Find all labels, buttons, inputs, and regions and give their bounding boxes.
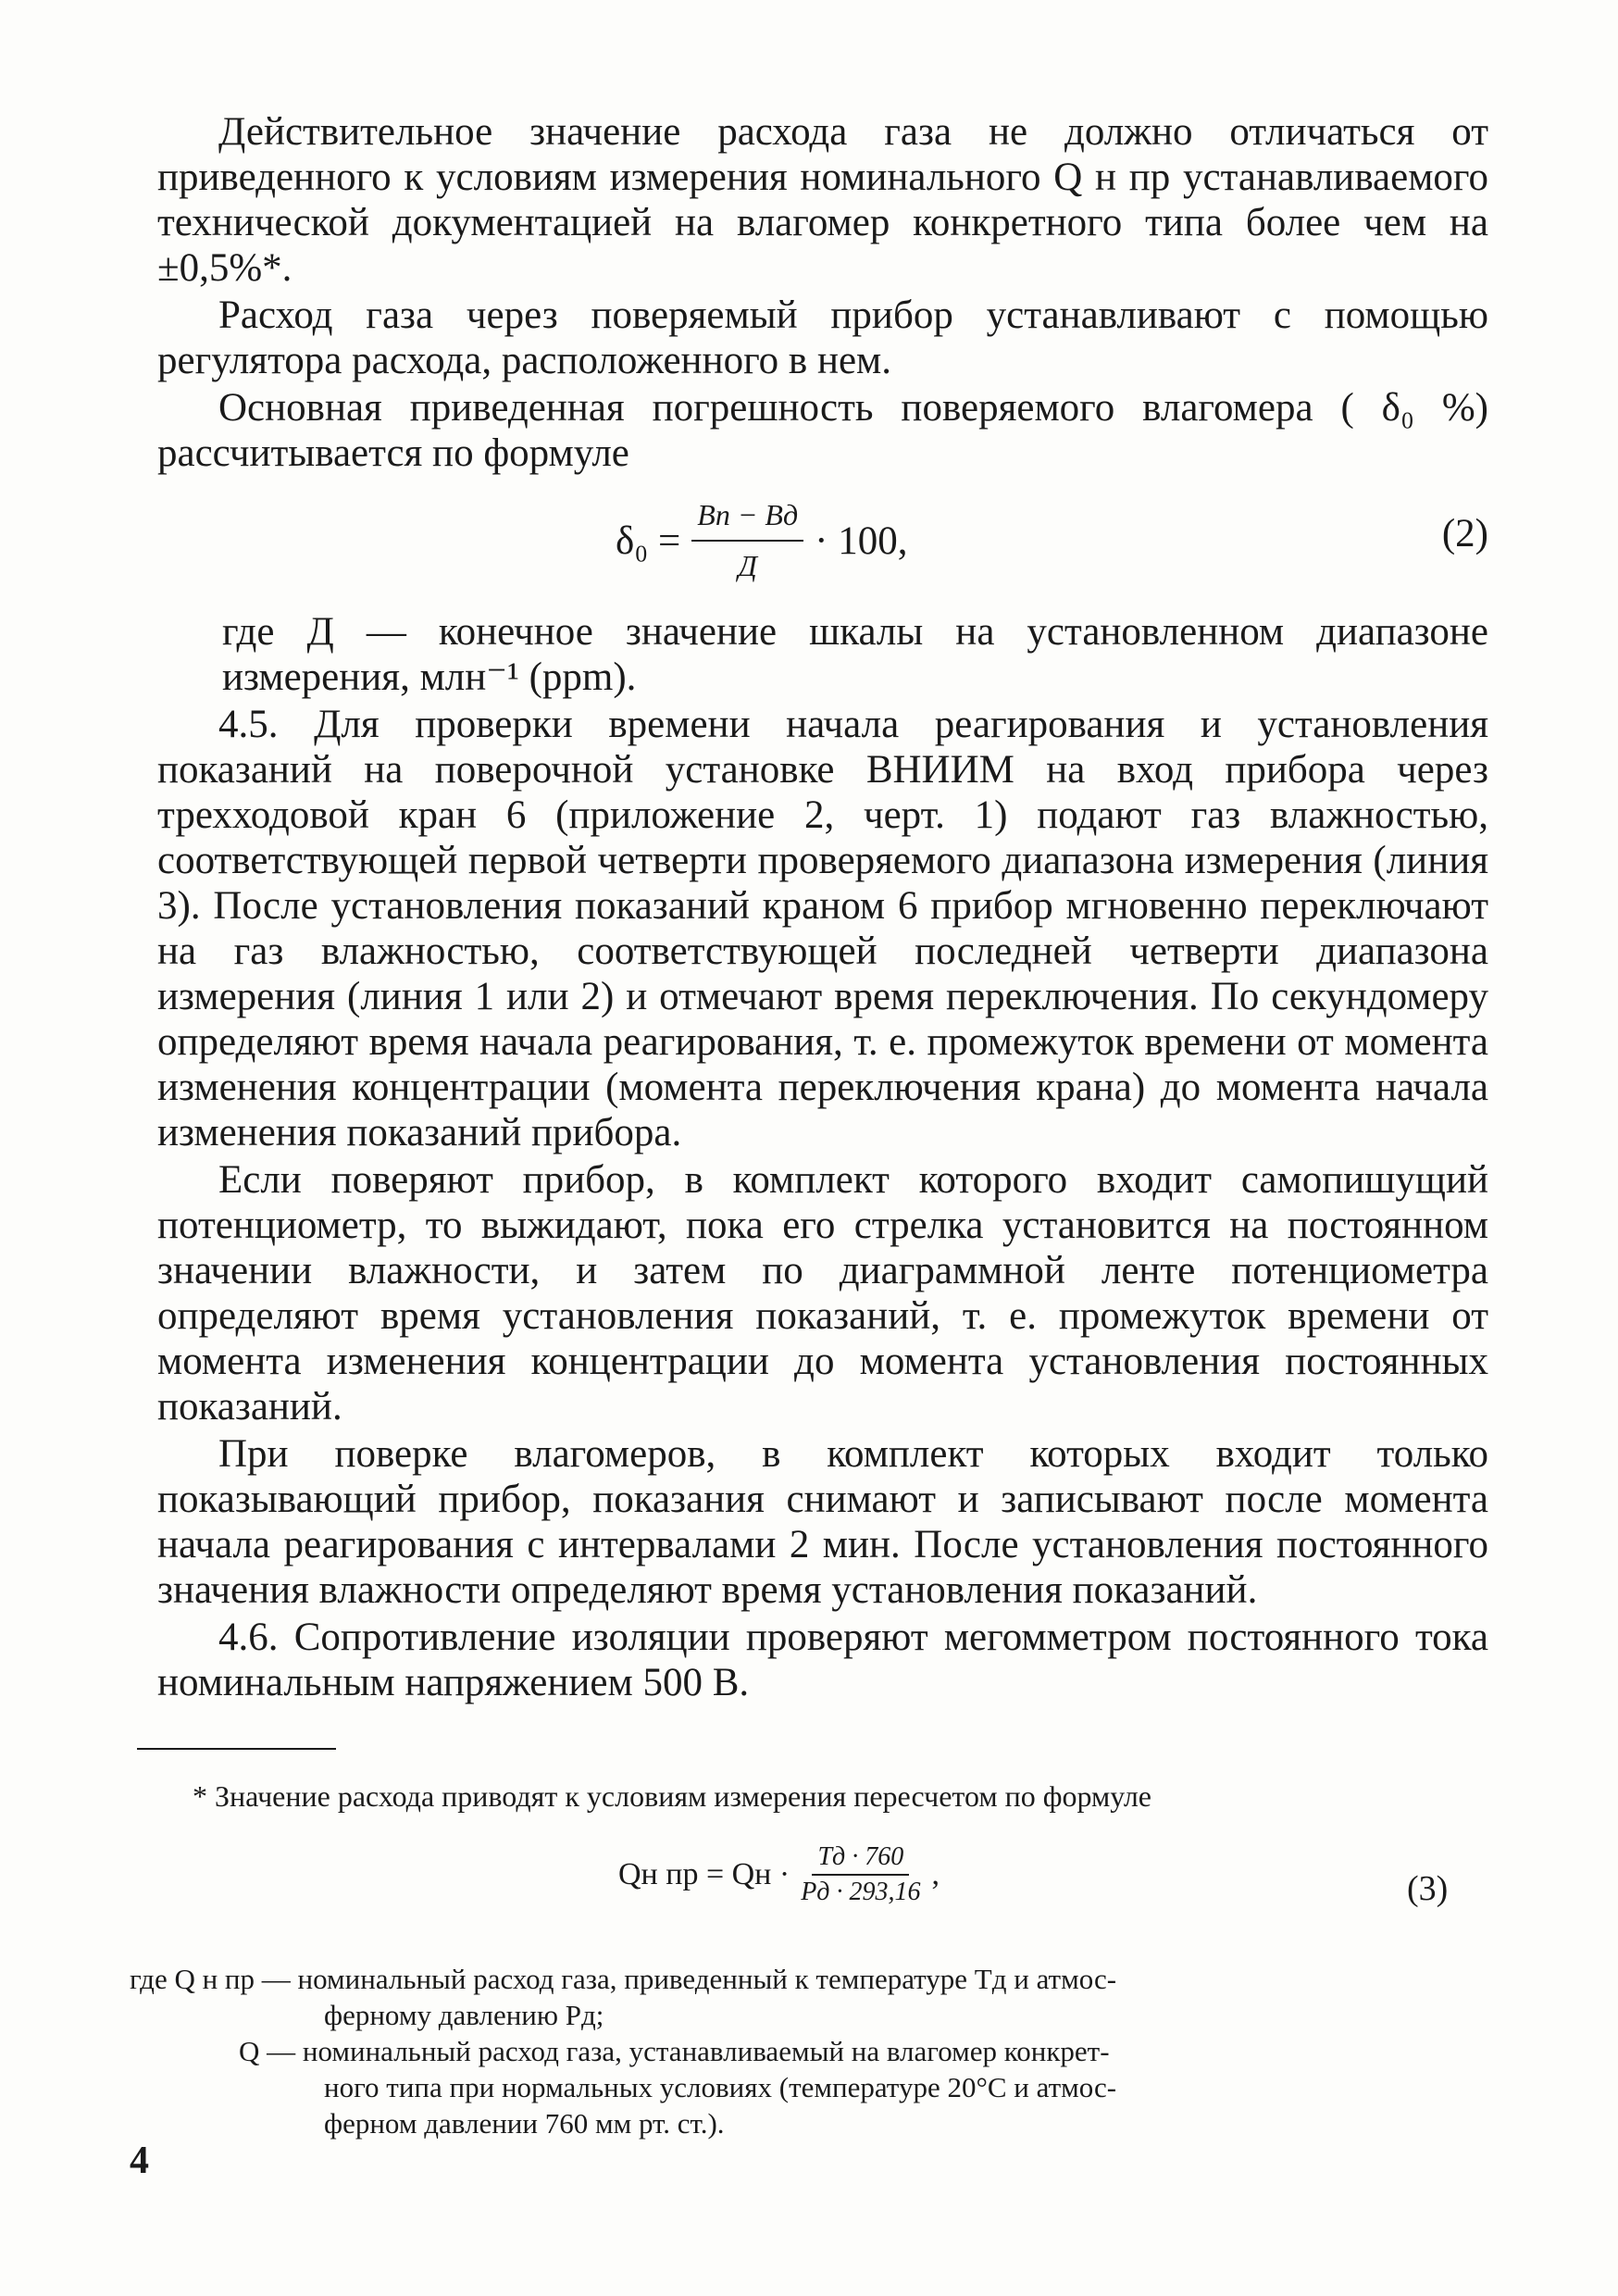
footnote-definitions (130, 1961, 1481, 2141)
paragraph-indicating-only: При поверке влагомеров, в комплект которых входит только показывающий прибор, показания снимают и записывают после момента начала реагирования с интервалами 2 мин. После установления постоянного значения влажности определяют время установления показаний. (157, 1432, 1488, 1612)
paragraph-error-intro: Основная приведенная погрешность поверяемого влагомера ( δ₀ %) рассчитывается по формуле (157, 386, 1488, 475)
page-number: 4 (130, 2140, 149, 2182)
definition-q-line-2: ного типа при нормальных условиях (температуре 20°С и атмос- (324, 2071, 1117, 2103)
formula-2-rhs: · 100, (815, 518, 908, 563)
formula-3-fraction (801, 1842, 920, 1907)
formula-2-denominator: Д (738, 549, 757, 582)
formula-3-number: (3) (1407, 1869, 1449, 1908)
paragraph-4-5: 4.5. Для проверки времени начала реагирования и установления показаний на поверочной установке ВНИИМ на вход прибора через трехходовой кран 6 (приложение 2, черт. 1) подают газ влажностью, соответствующей первой четверти проверяемого диапазона измерения (линия 3). После установления показаний краном 6 прибор мгновенно переключают на газ влажностью, соответствующей последней четверти диапазона измерения (линия 1 или 2) и отмечают время переключения. По секундомеру определяют время начала реагирования, т. е. промежуток времени от момента изменения концентрации (момента переключения крана) до момента начала изменения показаний прибора. (157, 703, 1488, 1154)
formula-2-numerator: Bп − Bд (691, 493, 803, 542)
footnote-divider (137, 1748, 336, 1750)
paragraph-flow-regulator: Расход газа через поверяемый прибор устанавливают с помощью регулятора расхода, расположенного в нем. (157, 293, 1488, 382)
main-text (157, 109, 1488, 1705)
formula-3 (618, 1842, 940, 1907)
definition-q-pr-line-2: ферному давлению Pд; (324, 1999, 604, 2031)
footnote-text: * Значение расхода приводят к условиям измерения пересчетом по формуле (193, 1779, 1151, 1813)
definition-q-line-1: Q — номинальный расход газа, устанавливаемый на влагомер конкрет- (239, 2035, 1110, 2067)
formula-3-lhs: Qн пр = Qн · (618, 1857, 790, 1891)
formula-2-fraction (691, 493, 803, 589)
formula-2-expression (616, 493, 907, 589)
formula-2-number: (2) (1441, 512, 1488, 555)
paragraph-self-recording: Если поверяют прибор, в комплект которого входит самопишущий потенциометр, то выжидают, пока его стрелка установится на постоянном значении влажности, и затем по диаграммной ленте потенциометра определяют время установления показаний, т. е. промежуток времени от момента изменения концентрации до момента установления постоянных показаний. (157, 1158, 1488, 1429)
formula-2 (157, 483, 1488, 593)
definition-q-line-3: ферном давлении 760 мм рт. ст.). (324, 2107, 725, 2140)
formula-2-lhs: δ₀ = (616, 518, 681, 563)
paragraph-4-6: 4.6. Сопротивление изоляции проверяют мегомметром постоянного тока номинальным напряжением 500 В. (157, 1616, 1488, 1704)
formula-3-numerator: Tд · 760 (812, 1842, 909, 1876)
formula-3-tail: , (931, 1857, 940, 1891)
where-d-definition: где Д — конечное значение шкалы на установленном диапазоне измерения, млн⁻¹ (ppm). (222, 610, 1488, 699)
formula-3-denominator: Pд · 293,16 (801, 1878, 921, 1906)
definition-q-pr-line-1: где Q н пр — номинальный расход газа, приведенный к температуре Tд и атмос- (130, 1963, 1117, 1995)
paragraph-actual-flow: Действительное значение расхода газа не должно отличаться от приведенного к условиям измерения номинального Q н пр устанавливаемого технической документацией на влагомер конкретного типа более чем на ±0,5%*. (157, 110, 1488, 290)
